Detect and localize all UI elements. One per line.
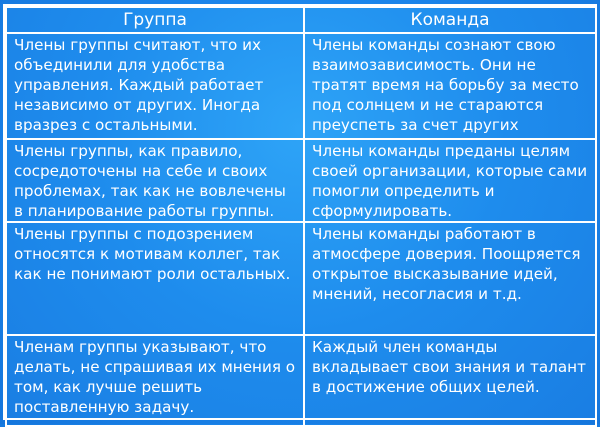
group-cell [6, 33, 304, 139]
column-header-group: Группа [6, 7, 304, 33]
team-cell [304, 335, 596, 426]
team-cell [304, 139, 596, 222]
table-row [6, 222, 596, 335]
group-cell-text: Членам группы указывают, что делать, не спрашивая их мнения о том, как лучше решить поставленную задачу. [14, 338, 296, 416]
team-cell [304, 222, 596, 335]
group-cell-text: Члены группы, как правило, сосредоточены на себе и своих проблемах, так как не вовлечены в планирование работы группы. [14, 142, 286, 220]
team-cell-text: Члены команды сознают свою взаимозависимость. Они не тратят время на борьбу за место под солнцем и не стараются преуспеть за счет других [312, 36, 579, 134]
table-row [6, 335, 596, 426]
team-cell-text: Члены команды работают в атмосфере доверия. Поощряется открытое высказывание идей, мнений, несогласия и т.д. [312, 225, 581, 303]
group-cell [6, 222, 304, 335]
table-row [6, 139, 596, 222]
team-cell-text: Члены команды преданы целям своей организации, которые сами помогли определить и сформулировать. [312, 142, 588, 220]
comparison-table [5, 6, 597, 427]
group-cell-text: Члены группы считают, что их объединили для удобства управления. Каждый работает независимо от других. Иногда вразрез с остальными. [14, 36, 264, 134]
comparison-table-frame [3, 4, 597, 420]
table-row [6, 33, 596, 139]
column-header-team: Команда [304, 7, 596, 33]
team-cell-text: Каждый член команды вкладывает свои знания и талант в достижение общих целей. [312, 338, 586, 396]
team-cell [304, 33, 596, 139]
table-header-row [6, 7, 596, 33]
group-cell [6, 139, 304, 222]
group-cell [6, 335, 304, 426]
group-cell-text: Члены группы с подозрением относятся к мотивам коллег, так как не понимают роли остальных. [14, 225, 291, 283]
